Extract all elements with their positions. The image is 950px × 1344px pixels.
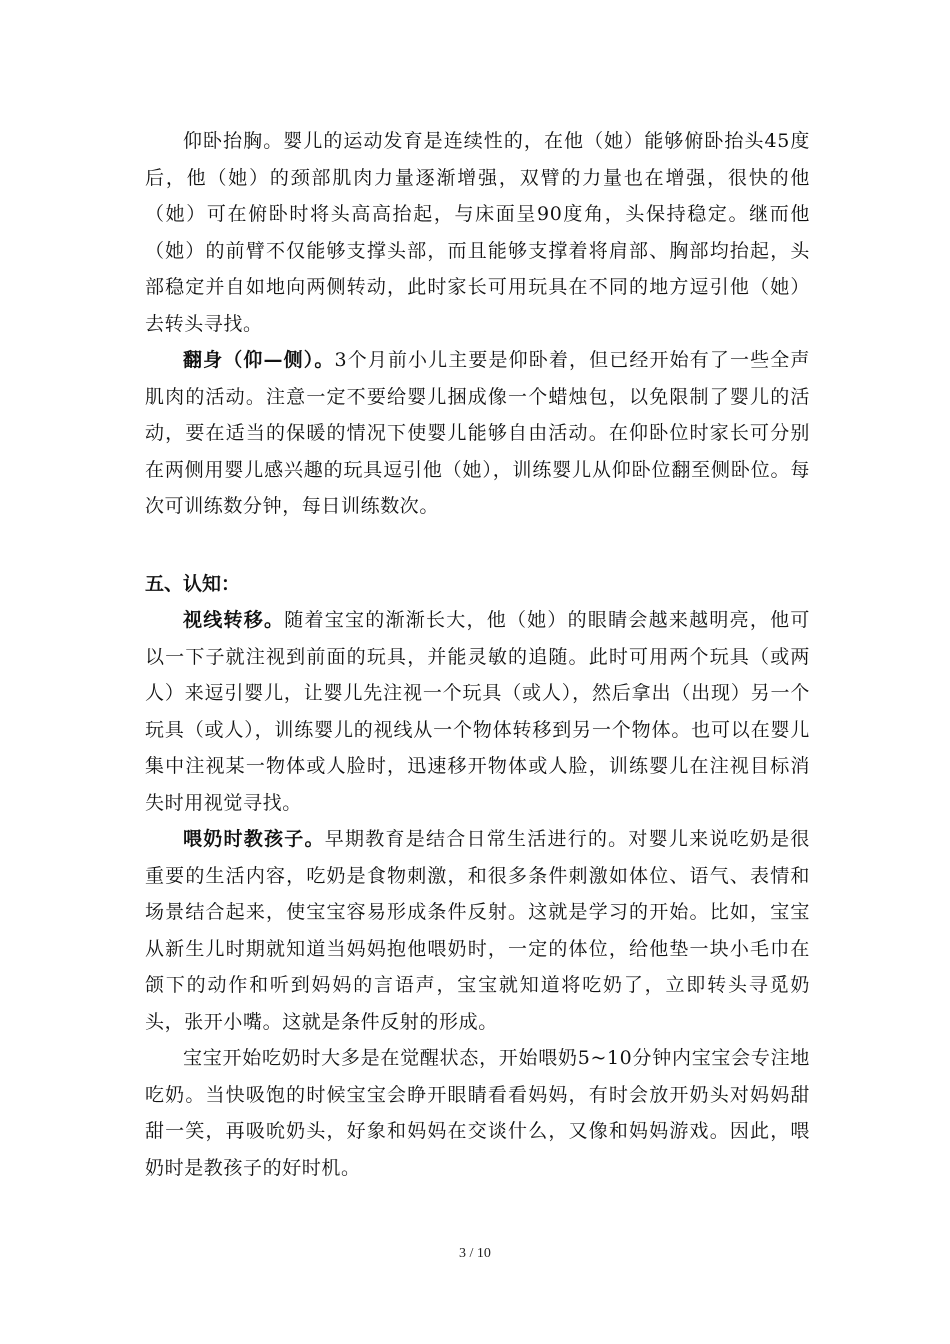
paragraph-gaze-shift	[145, 602, 810, 821]
paragraph-body: 3个月前小儿主要是仰卧着，但已经开始有了一些全声肌肉的活动。注意一定不要给婴儿捆成像一个蜡烛包，以免限制了婴儿的活动，要在适当的保暖的情况下使婴儿能够自由活动。在仰卧位时家长可分别在两侧用婴儿感兴趣的玩具逗引他（她），训练婴儿从仰卧位翻至侧卧位。每次可训练数分钟，每日训练数次。	[145, 349, 810, 517]
paragraph-body: 早期教育是结合日常生活进行的。对婴儿来说吃奶是很重要的生活内容，吃奶是食物刺激，和很多条件刺激如体位、语气、表情和场景结合起来，使宝宝容易形成条件反射。这就是学习的开始。比如，宝宝从新生儿时期就知道当妈妈抱他喂奶时，一定的体位，给他垫一块小毛巾在颌下的动作和听到妈妈的言语声，宝宝就知道将吃奶了，立即转头寻觅奶头，张开小嘴。这就是条件反射的形成。	[145, 828, 811, 1033]
paragraph-body: 仰卧抬胸。婴儿的运动发育是连续性的，在他（她）能够俯卧抬头45度后，他（她）的颈部肌肉力量逐渐增强，双臂的力量也在增强，很快的他（她）可在俯卧时将头高高抬起，与床面呈90度角，头保持稳定。继而他（她）的前臂不仅能够支撑头部，而且能够支撑着将肩部、胸部均抬起，头部稳定并自如地向两侧转动，此时家长可用玩具在不同的地方逗引他（她）去转头寻找。	[145, 130, 810, 335]
section-heading-cognition: 五、认知：	[145, 573, 241, 595]
paragraph-feeding-teaching	[145, 821, 810, 1040]
paragraph-body: 随着宝宝的渐渐长大，他（她）的眼睛会越来越明亮，他可以一下子就注视到前面的玩具，并能灵敏的追随。此时可用两个玩具（或两人）来逗引婴儿，让婴儿先注视一个玩具（或人），然后拿出（出现）另一个玩具（或人），训练婴儿的视线从一个物体转移到另一个物体。也可以在婴儿集中注视某一物体或人脸时，迅速移开物体或人脸，训练婴儿在注视目标消失时用视觉寻找。	[145, 609, 810, 814]
paragraph-awake-feeding	[145, 1040, 810, 1186]
paragraph-supine-chest-lift	[145, 123, 810, 342]
paragraph-lead: 翻身（仰—侧）。	[183, 349, 335, 371]
paragraph-lead: 视线转移。	[183, 609, 285, 631]
paragraph-rolling-over	[145, 342, 810, 525]
page-number: 3 / 10	[459, 1246, 491, 1261]
paragraph-body: 宝宝开始吃奶时大多是在觉醒状态，开始喂奶5~10分钟内宝宝会专注地吃奶。当快吸饱的时候宝宝会睁开眼睛看看妈妈，有时会放开奶头对妈妈甜甜一笑，再吸吮奶头，好象和妈妈在交谈什么，又像和妈妈游戏。因此，喂奶时是教孩子的好时机。	[145, 1047, 810, 1179]
paragraph-lead: 喂奶时教孩子。	[183, 828, 325, 850]
